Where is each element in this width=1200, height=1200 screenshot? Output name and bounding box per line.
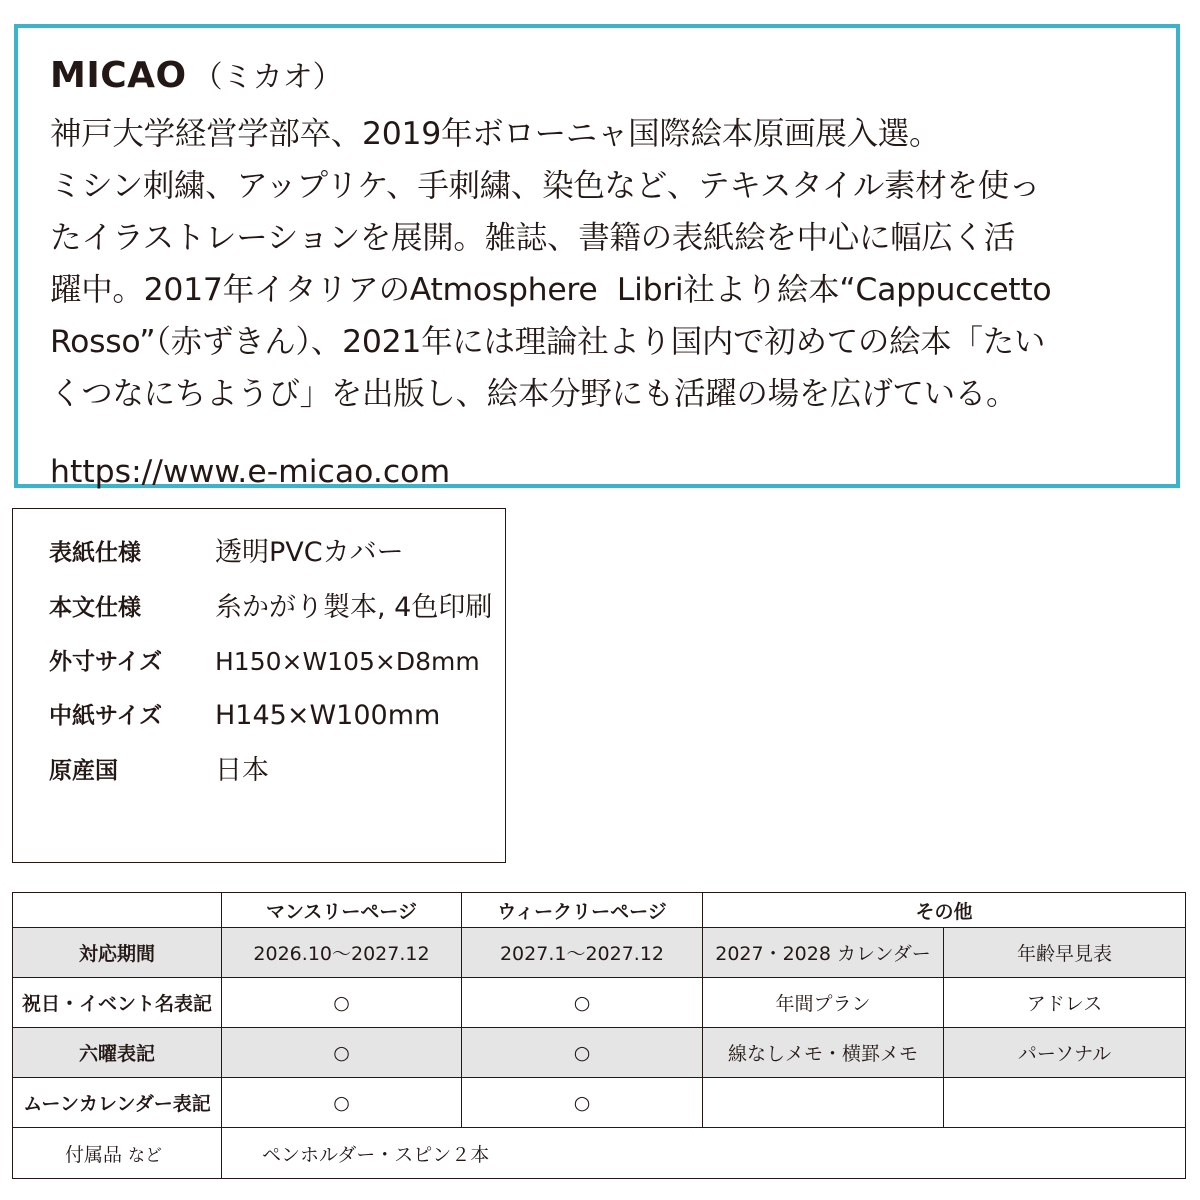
table-header-monthly: マンスリーページ bbox=[222, 893, 462, 928]
table-header-empty bbox=[13, 893, 222, 928]
cell-monthly: 2026.10～2027.12 bbox=[222, 928, 462, 978]
author-bio-text bbox=[50, 108, 1160, 420]
accessories-row bbox=[13, 1128, 1186, 1179]
spec-label: 本文仕様 bbox=[49, 595, 141, 621]
cell-other: 線なしメモ・横罫メモ bbox=[703, 1028, 944, 1078]
table-header-other: その他 bbox=[703, 893, 1186, 928]
spec-value: H150×W105×D8mm bbox=[215, 647, 480, 676]
table-header-row bbox=[13, 893, 1186, 928]
spec-label: 原産国 bbox=[49, 758, 118, 784]
table-row bbox=[13, 978, 1186, 1028]
accessories-value: ペンホルダー・スピン２本 bbox=[222, 1128, 1186, 1179]
cell-monthly: ○ bbox=[222, 1078, 462, 1128]
spec-value: 糸かがり製本, 4色印刷 bbox=[215, 592, 493, 623]
cell-other: 年間プラン bbox=[703, 978, 944, 1028]
spec-label: 表紙仕様 bbox=[49, 540, 141, 566]
accessories-label-suffix: など bbox=[128, 1145, 163, 1166]
bio-line: くつなにちようび」を出版し、絵本分野にも活躍の場を広げている。 bbox=[50, 376, 1018, 412]
cell-weekly: 2027.1～2027.12 bbox=[462, 928, 703, 978]
cell-other bbox=[944, 1078, 1186, 1128]
table-row bbox=[13, 1028, 1186, 1078]
cell-other: アドレス bbox=[944, 978, 1186, 1028]
cell-monthly: ○ bbox=[222, 978, 462, 1028]
author-name: MICAO bbox=[50, 55, 187, 96]
cell-weekly: ○ bbox=[462, 978, 703, 1028]
author-website-url: https://www.e-micao.com bbox=[50, 454, 451, 490]
table-row bbox=[13, 1078, 1186, 1128]
bio-line: ミシン刺繍、アップリケ、手刺繍、染色など、テキスタイル素材を使っ bbox=[50, 168, 1041, 204]
accessories-label-text: 付属品 bbox=[65, 1143, 123, 1166]
bio-line: たイラストレーションを展開。雑誌、書籍の表紙絵を中心に幅広く活 bbox=[50, 220, 1015, 256]
author-name-line bbox=[50, 50, 343, 104]
feature-table bbox=[12, 892, 1186, 1179]
row-label: 祝日・イベント名表記 bbox=[13, 978, 222, 1028]
cell-other: 2027・2028 カレンダー bbox=[703, 928, 944, 978]
spec-value: 日本 bbox=[215, 755, 269, 786]
spec-label: 中紙サイズ bbox=[49, 703, 163, 729]
cell-weekly: ○ bbox=[462, 1078, 703, 1128]
row-label: ムーンカレンダー表記 bbox=[13, 1078, 222, 1128]
row-label: 対応期間 bbox=[13, 928, 222, 978]
bio-line: Rosso”（赤ずきん）、2021年には理論社より国内で初めての絵本「たい bbox=[50, 324, 1046, 360]
author-name-reading: （ミカオ） bbox=[192, 60, 343, 95]
accessories-label bbox=[13, 1128, 222, 1179]
cell-weekly: ○ bbox=[462, 1028, 703, 1078]
spec-value: H145×W100mm bbox=[215, 700, 441, 731]
cell-other: パーソナル bbox=[944, 1028, 1186, 1078]
product-spec-box bbox=[12, 508, 506, 863]
spec-label: 外寸サイズ bbox=[49, 649, 163, 675]
spec-value: 透明PVCカバー bbox=[215, 537, 404, 568]
cell-monthly: ○ bbox=[222, 1028, 462, 1078]
table-row bbox=[13, 928, 1186, 978]
author-bio-box bbox=[14, 24, 1180, 488]
table-header-weekly: ウィークリーページ bbox=[462, 893, 703, 928]
bio-line: 躍中。2017年イタリアのAtmosphere Libri社より絵本“Cappuccetto bbox=[50, 272, 1052, 308]
cell-other bbox=[703, 1078, 944, 1128]
row-label: 六曜表記 bbox=[13, 1028, 222, 1078]
bio-line: 神戸大学経営学部卒、2019年ボローニャ国際絵本原画展入選。 bbox=[50, 116, 941, 152]
cell-other: 年齢早見表 bbox=[944, 928, 1186, 978]
